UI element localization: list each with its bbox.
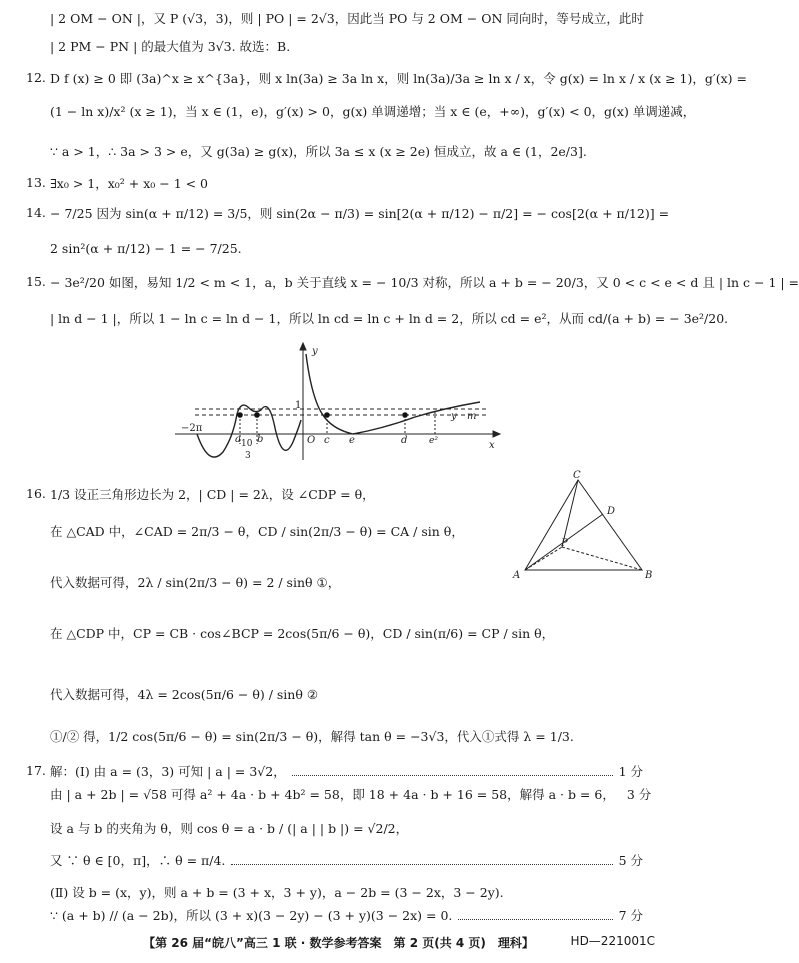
triangle-abc	[525, 480, 642, 570]
text-line: 代入数据可得，4λ = 2cos(5π/6 − θ) / sinθ ②	[50, 687, 319, 702]
vertex-a-label: A	[513, 570, 521, 581]
score: 5 分	[618, 853, 643, 868]
text-line: | 2 PM − PN | 的最大值为 3√3. 故选：B.	[50, 39, 291, 54]
score-line	[50, 763, 643, 781]
label-one: 1	[295, 400, 302, 411]
score-line	[50, 852, 643, 870]
footer-code: HD—221001C	[570, 934, 655, 948]
problem-number: 17.	[26, 763, 46, 778]
label-b: b	[257, 434, 264, 445]
y-axis-label: y	[312, 346, 318, 357]
x-axis-arrow	[493, 431, 500, 437]
problem-number: 12.	[26, 70, 46, 85]
dot-leader	[231, 864, 612, 865]
text-line: 1/3 设正三角形边长为 2，| CD | = 2λ，设 ∠CDP = θ，	[50, 487, 375, 502]
text-line: 解：(Ⅰ) 由 a = (3，3) 可知 | a | = 3√2，	[50, 764, 286, 779]
text-line: 在 △CAD 中，∠CAD = 2π/3 − θ，CD / sin(2π/3 − θ) = CA / sin θ，	[50, 524, 464, 539]
label-e-squared: e²	[429, 436, 438, 446]
point-d	[402, 412, 408, 418]
text-line: 由 | a + 2b | = √58 可得 a² + 4a · b + 4b² = 58，即 18 + 4a · b + 16 = 58，解得 a · b = 6，	[50, 787, 615, 802]
dot-leader	[458, 919, 612, 920]
problem-number: 14.	[26, 205, 46, 220]
segment-ap	[525, 547, 562, 570]
text-line: | ln d − 1 |，所以 1 − ln c = ln d − 1，所以 ln cd = ln c + ln d = 2，所以 cd = e²，从而 cd/(a + b) = − 3e²/20.	[50, 311, 729, 326]
label-ten: 10	[241, 439, 253, 449]
page-footer	[0, 934, 677, 951]
label-c: c	[324, 435, 330, 446]
label-origin: O	[307, 435, 316, 446]
text-line: ∵ (a + b) // (a − 2b)，所以 (3 + x)(3 − 2y) − (3 + y)(3 − 2x) = 0.	[50, 908, 453, 923]
label-m: m	[467, 411, 477, 422]
text-line: 2 sin²(α + π/12) − 1 = − 7/25.	[50, 241, 242, 256]
log-curve	[306, 354, 480, 434]
problem-number: 15.	[26, 274, 46, 289]
sine-curve	[197, 405, 301, 457]
text-line: (1 − ln x)/x² (x ≥ 1)，当 x ∈ (1，e)，g′(x) > 0，g(x) 单调递增；当 x ∈ (e，+∞)，g′(x) < 0，g(x) 单调递减，	[50, 104, 696, 119]
text-line: 又 ∵ θ ∈ [0，π]，∴ θ = π/4.	[50, 853, 226, 868]
vertex-b-label: B	[645, 570, 653, 581]
score: 7 分	[618, 908, 643, 923]
label-three: 3	[245, 451, 251, 461]
text-line: − 7/25 因为 sin(α + π/12) = 3/5，则 sin(2α − π/3) = sin[2(α + π/12) − π/2] = − cos[2(α + π/12)] =	[50, 206, 670, 221]
problem-number: 13.	[26, 175, 46, 190]
label-e: e	[349, 435, 355, 446]
text-line: | 2 OM − ON |，又 P (√3，3)，则 | PO | = 2√3，因此当 PO 与 2 OM − ON 同向时，等号成立，此时	[50, 11, 644, 26]
function-graph	[175, 342, 505, 464]
footer-title: 【第 26 届“皖八”高三 1 联 · 数学参考答案 第 2 页(共 4 页) 理科】	[143, 936, 534, 950]
vertex-c-label: C	[573, 470, 581, 481]
dot-leader	[292, 775, 613, 776]
point-d-label: D	[607, 506, 616, 517]
point-a	[237, 412, 243, 418]
x-axis-label: x	[489, 440, 495, 451]
label-y-line: y	[451, 411, 457, 422]
triangle-figure	[505, 470, 665, 582]
point-p-label: P	[561, 538, 568, 549]
label-d: d	[401, 435, 408, 446]
text-line: − 3e²/20 如图，易知 1/2 < m < 1，a，b 关于直线 x = − 10/3 对称，所以 a + b = − 20/3，又 0 < c < e < d 且 | ln c − 1 | =	[50, 275, 799, 290]
label-neg-2pi: −2π	[181, 423, 203, 434]
score: 1 分	[618, 764, 643, 779]
text-line: 在 △CDP 中，CP = CB · cos∠BCP = 2cos(5π/6 − θ)，CD / sin(π/6) = CP / sin θ，	[50, 626, 555, 641]
problem-number: 16.	[26, 486, 46, 501]
point-c	[324, 412, 330, 418]
label-a: a	[235, 434, 241, 445]
segment-cp	[562, 480, 578, 547]
text-line: ①/② 得，1/2 cos(5π/6 − θ) = sin(2π/3 − θ)，解得 tan θ = −3√3，代入①式得 λ = 1/3.	[50, 729, 574, 744]
segment-pb	[562, 547, 642, 570]
text-line: (Ⅱ) 设 b = (x，y)，则 a + b = (3 + x，3 + y)，a − 2b = (3 − 2x，3 − 2y).	[50, 885, 504, 900]
score-line	[50, 907, 643, 925]
point-b	[254, 412, 260, 418]
text-line: ∃x₀ > 1，x₀² + x₀ − 1 < 0	[50, 176, 209, 191]
text-line: 代入数据可得，2λ / sin(2π/3 − θ) = 2 / sinθ ①，	[50, 575, 341, 590]
y-axis-arrow	[300, 343, 306, 350]
text-line: D f (x) ≥ 0 即 (3a)^x ≥ x^{3a}，则 x ln(3a) ≥ 3a ln x，则 ln(3a)/3a ≥ ln x / x，令 g(x) = ln x / x (x ≥ 1)，g′(x) =	[50, 71, 747, 86]
score: 3 分	[626, 787, 652, 802]
text-line: 设 a 与 b 的夹角为 θ，则 cos θ = a · b / (| a | | b |) = √2/2，	[50, 821, 409, 836]
text-line: ∵ a > 1，∴ 3a > 3 > e，又 g(3a) ≥ g(x)，所以 3a ≤ x (x ≥ 2e) 恒成立，故 a ∈ (1，2e/3].	[50, 144, 587, 159]
score-line	[50, 786, 652, 804]
